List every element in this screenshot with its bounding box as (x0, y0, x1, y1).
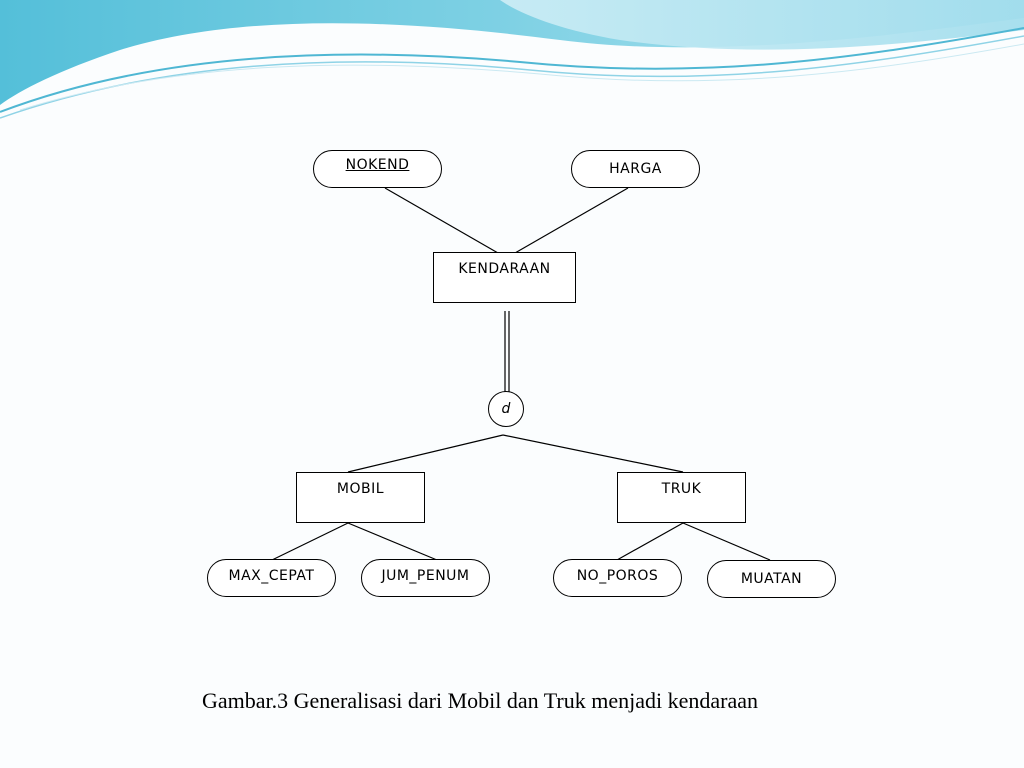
entity-kendaraan (433, 252, 576, 303)
entity-truk-label: TRUK (661, 481, 702, 497)
attribute-no-poros-label: NO_POROS (576, 568, 659, 584)
mobil-max-cepat-line (272, 523, 348, 560)
attribute-jum-penum-label: JUM_PENUM (381, 568, 470, 584)
disjoint-mobil-line (348, 435, 503, 472)
attribute-no-poros (553, 559, 682, 597)
entity-kendaraan-label: KENDARAAN (458, 261, 551, 277)
attribute-max-cepat-label: MAX_CEPAT (228, 568, 315, 584)
attribute-harga-label: HARGA (609, 161, 662, 177)
nokend-kendaraan-line (385, 188, 498, 253)
mobil-jum-penum-line (348, 523, 437, 560)
attribute-max-cepat (207, 559, 336, 597)
attribute-harga (571, 150, 700, 188)
disjoint-symbol: d (501, 401, 511, 417)
harga-kendaraan-line (515, 188, 628, 253)
truk-no-poros-line (617, 523, 683, 560)
disjoint-truk-line (503, 435, 683, 472)
attribute-muatan (707, 560, 836, 598)
entity-mobil (296, 472, 425, 523)
attribute-muatan-label: MUATAN (740, 571, 803, 587)
disjoint-circle (488, 391, 524, 427)
entity-truk (617, 472, 746, 523)
entity-mobil-label: MOBIL (336, 481, 385, 497)
truk-muatan-line (683, 523, 770, 560)
figure-caption: Gambar.3 Generalisasi dari Mobil dan Truk menjadi kendaraan (202, 688, 758, 713)
attribute-nokend (313, 150, 442, 188)
attribute-jum-penum (361, 559, 490, 597)
attribute-nokend-label: NOKEND (345, 157, 410, 173)
